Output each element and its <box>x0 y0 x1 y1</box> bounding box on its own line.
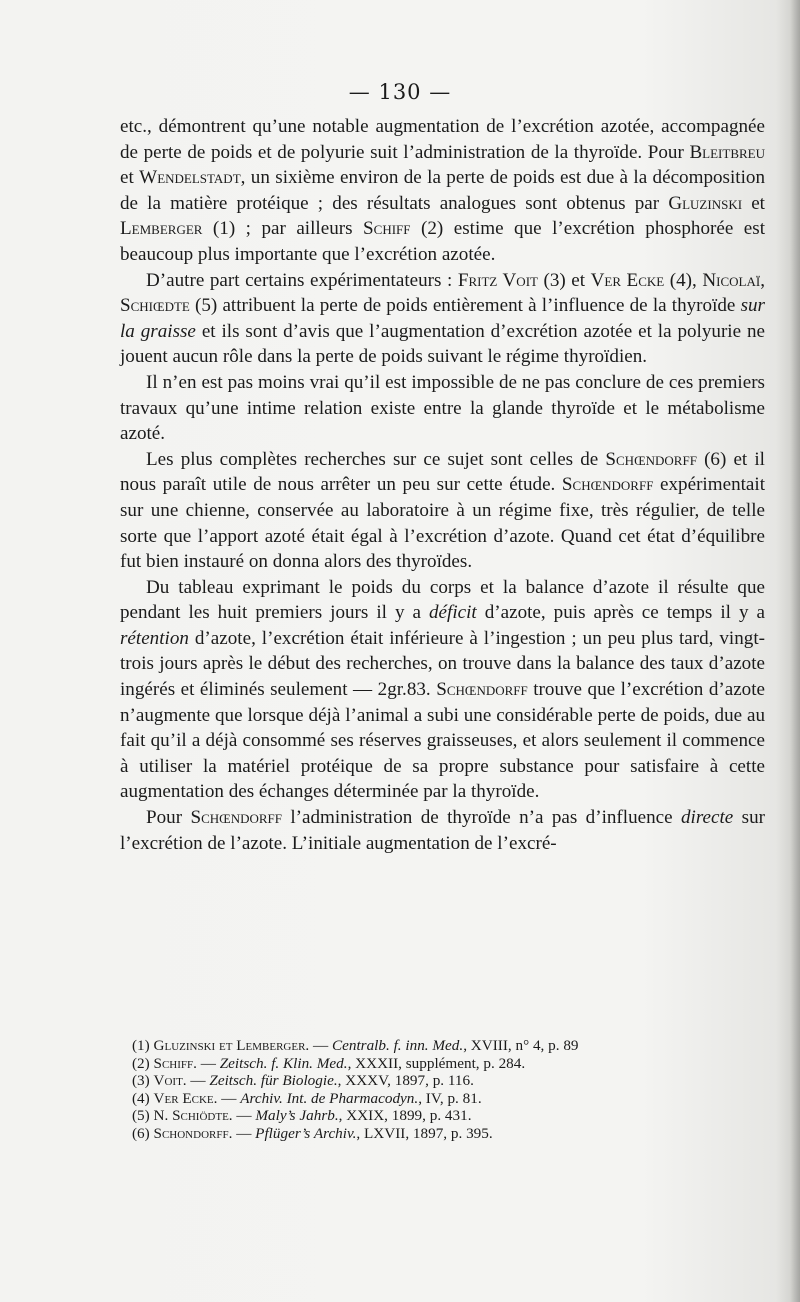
text-run: d’azote, l’excrétion était inférieure à l’ingestion ; un peu plus tard, vingt-trois jours après le début des recherches, on trouve dans la balance des taux d’azote ingérés et éliminés seulement — 2gr.83. <box>120 627 765 701</box>
author-name: Nicolaï <box>702 269 761 291</box>
footnote-num: (6) <box>132 1124 150 1142</box>
paragraph <box>120 370 765 447</box>
footnote-author: Schondorff. <box>153 1124 233 1142</box>
footnote-rest: , LXVII, 1897, p. 395. <box>356 1124 493 1142</box>
text-run: , <box>760 269 765 291</box>
text-run: Du tableau exprimant le poids du corps et la balance d’azote il résulte que pendant les huit premiers jours il y a <box>120 576 765 624</box>
author-name: Schiff <box>363 218 411 240</box>
text-run: , un sixième environ de la perte de poids est due à la décomposition de la matière protéique ; des résultats analogues sont obtenus par <box>120 167 765 214</box>
footnote-sep: — <box>232 1107 256 1125</box>
footnote-rest: , XVIII, n° 4, p. 89 <box>463 1037 579 1054</box>
footnote-rest: , XXXV, 1897, p. 116. <box>337 1072 474 1090</box>
footnote <box>132 1072 752 1090</box>
emphasis: sur la graisse <box>120 295 765 342</box>
paragraph <box>120 268 765 370</box>
page-edge-shadow <box>790 0 800 1302</box>
text-run: et ils sont d’avis que l’augmentation d’excrétion azotée et la polyurie ne jouent aucun rôle dans la perte de poids suivant le régime thyroïdien. <box>120 320 765 368</box>
footnote-title: Zeitsch. f. Klin. Med. <box>219 1054 348 1072</box>
footnote-title: Maly’s Jahrb. <box>255 1107 339 1125</box>
footnote-title: Zeitsch. für Biologie. <box>209 1072 338 1090</box>
text-run: d’azote, puis après ce temps il y a <box>476 602 765 624</box>
footnote-sep: — <box>196 1054 220 1072</box>
author-name: Schœndorff <box>561 474 654 496</box>
text-run: (2) estime que l’excrétion phosphorée est beaucoup plus importante que l’excrétion azotée. <box>120 218 766 265</box>
footnote-sep: — <box>186 1072 210 1090</box>
page-number: — 130 — <box>348 80 452 104</box>
author-name: Schœndorff <box>605 448 697 470</box>
emphasis: rétention <box>120 627 189 649</box>
footnotes <box>132 1037 752 1143</box>
footnote-author: Voit. <box>153 1072 187 1090</box>
footnote <box>132 1125 752 1143</box>
paragraph <box>120 114 765 268</box>
footnote-num: (5) <box>132 1107 150 1125</box>
text-run: Pour <box>146 807 191 829</box>
footnote <box>132 1037 752 1055</box>
footnote-title: Pflüger’s Archiv. <box>255 1124 357 1142</box>
footnote-sep: — <box>217 1089 241 1107</box>
footnote <box>132 1090 752 1108</box>
author-name: Schœndorff <box>436 679 528 701</box>
author-name: Gluzinski <box>668 192 743 214</box>
footnote-title: Archiv. Int. de Pharmacodyn. <box>240 1089 419 1107</box>
text-run: (4), <box>664 269 703 291</box>
footnote-author: N. Schiödte. <box>153 1107 233 1125</box>
footnote-sep: — <box>232 1124 256 1142</box>
author-name: Schiœdte <box>120 295 190 317</box>
emphasis: directe <box>680 807 734 829</box>
text-run: (5) attribuent la perte de poids entièrement à l’influence de la thyroïde <box>189 295 741 317</box>
footnote-title: Centralb. f. inn. Med. <box>331 1037 464 1054</box>
author-name: Ver Ecke <box>590 269 665 291</box>
text-run: (6) et il nous paraît utile de nous arrêter un peu sur cette étude. <box>120 448 765 496</box>
author-name: Bleitbreu <box>689 141 765 163</box>
text-run: trouve que l’excrétion d’azote n’augmente que lorsque déjà l’animal a subi une considérable perte de poids, due au fait qu’il a déjà consommé ses réserves graisseuses, et alors seulement il commence à utiliser la matériel protéique de sa propre substance pour satisfaire à cette augmentation des échanges déterminée par la thyroïde. <box>120 679 765 803</box>
paragraph <box>120 575 765 805</box>
author-name: Lemberger <box>120 218 203 240</box>
footnote-rest: , IV, p. 81. <box>418 1089 482 1107</box>
footnote-num: (3) <box>132 1072 150 1090</box>
body-text <box>120 114 765 856</box>
emphasis: déficit <box>429 602 477 624</box>
text-run: Les plus complètes recherches sur ce sujet sont celles de <box>146 448 606 470</box>
footnote-author: Ver Ecke. <box>153 1089 218 1107</box>
text-run: (3) et <box>537 269 591 291</box>
text-run: etc., démontrent qu’une notable augmentation de l’excrétion azotée, accompagnée de perte de poids et de polyurie suit l’administration de la thyroïde. Pour <box>120 116 765 163</box>
paragraph <box>120 805 765 856</box>
text-run: et <box>742 192 765 214</box>
paragraph <box>120 447 765 575</box>
text-run: et <box>120 167 140 189</box>
text-run: expérimentait sur une chienne, conservée au laboratoire à un régime fixe, très régulier, de telle sorte que l’apport azoté était égal à l’excrétion d’azote. Quand cet état d’équilibre fut bien instauré on donna alors des thyroïdes. <box>120 474 766 573</box>
footnote <box>132 1107 752 1125</box>
footnote-num: (2) <box>132 1054 150 1072</box>
author-name: Wendelstadt <box>139 167 241 189</box>
author-name: Fritz Voit <box>457 269 538 291</box>
footnote-sep: — <box>309 1037 332 1054</box>
footnote-num: (4) <box>132 1089 150 1107</box>
text-run: (1) ; par ailleurs <box>202 218 364 240</box>
text-run: Il n’en est pas moins vrai qu’il est impossible de ne pas conclure de ces premiers travaux qu’une intime relation existe entre la glande thyroïde et le métabolisme azoté. <box>120 371 765 445</box>
footnote-author: Schiff. <box>153 1054 197 1072</box>
footnote-rest: , XXIX, 1899, p. 431. <box>338 1107 472 1125</box>
text-run: l’administration de thyroïde n’a pas d’influence <box>282 807 681 829</box>
text-run: sur l’excrétion de l’azote. L’initiale augmentation de l’excré- <box>120 807 766 854</box>
footnote-author: Gluzinski et Lemberger. <box>153 1037 310 1054</box>
author-name: Schœndorff <box>190 807 282 829</box>
text-run: D’autre part certains expérimentateurs : <box>146 269 458 291</box>
footnote-num: (1) <box>132 1037 150 1054</box>
footnote-rest: , XXXII, supplément, p. 284. <box>347 1054 526 1072</box>
footnote <box>132 1055 752 1073</box>
